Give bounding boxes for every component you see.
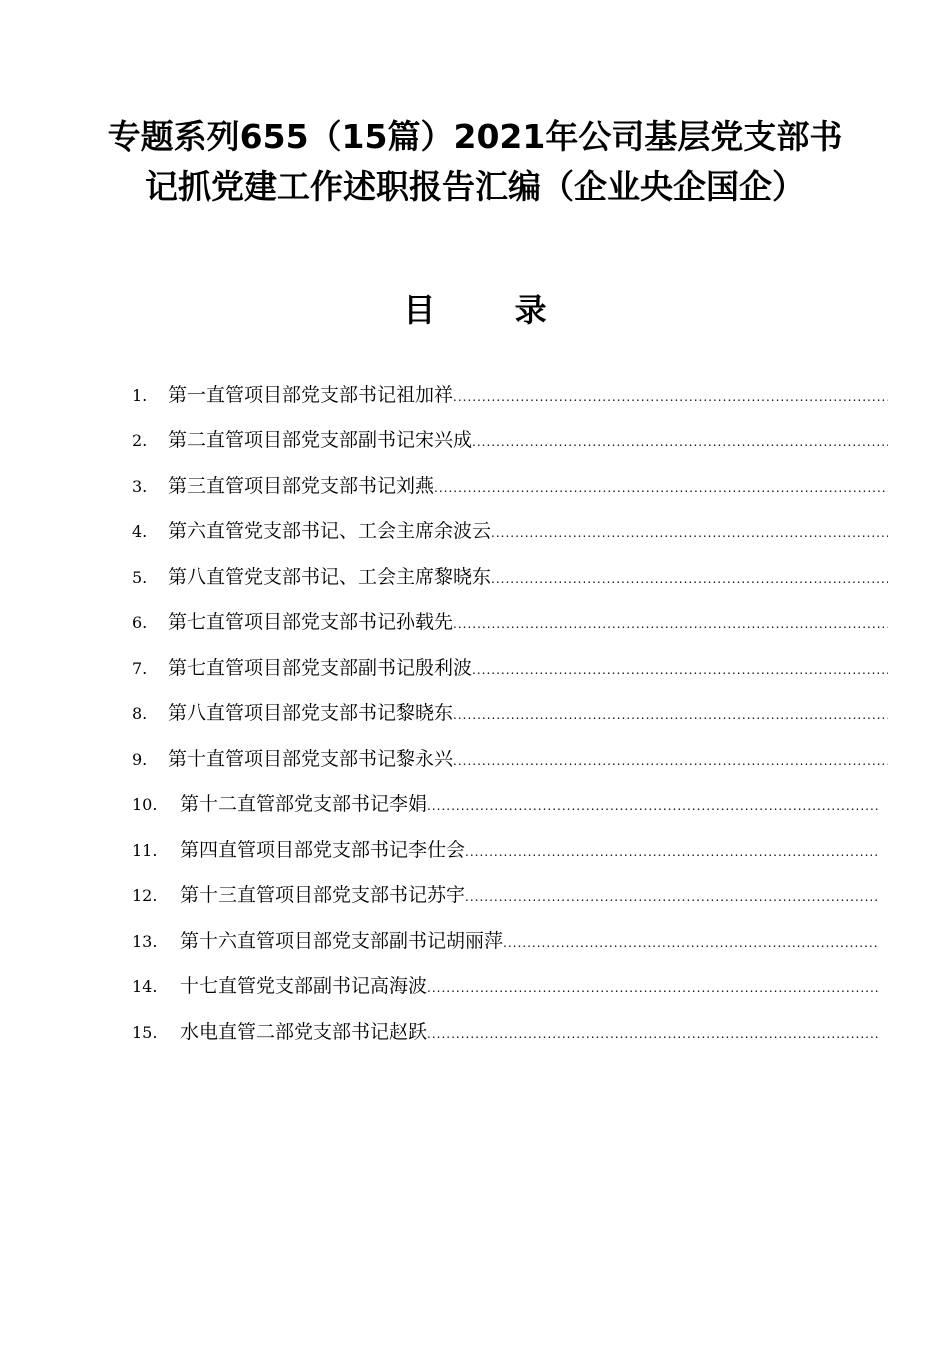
toc-item-text: 十七直管党支部副书记高海波 xyxy=(180,975,428,997)
toc-item[interactable] xyxy=(132,1017,878,1047)
toc-item[interactable] xyxy=(132,425,888,455)
toc-item[interactable] xyxy=(132,471,888,501)
toc-item-text: 第十六直管项目部党支部副书记胡丽萍 xyxy=(180,930,504,952)
toc-item-number: 7. xyxy=(132,659,148,678)
toc-leader-dots xyxy=(453,609,888,639)
toc-item-number: 14. xyxy=(132,977,158,996)
toc-leader-dots xyxy=(427,973,878,1003)
toc-item-text: 第十二直管部党支部书记李娟 xyxy=(180,793,428,815)
toc-item-text: 第四直管项目部党支部书记李仕会 xyxy=(180,839,466,861)
toc-item-number: 11. xyxy=(132,841,158,860)
toc-item-text: 第七直管项目部党支部书记孙载先 xyxy=(168,611,454,633)
toc-leader-dots xyxy=(472,655,888,685)
toc-leader-dots xyxy=(465,882,878,912)
toc-item-number: 4. xyxy=(132,522,148,541)
toc-item-number: 13. xyxy=(132,932,158,951)
toc-item[interactable] xyxy=(132,971,878,1001)
toc-item-number: 1. xyxy=(132,386,148,405)
toc-item-number: 3. xyxy=(132,477,148,496)
toc-item[interactable] xyxy=(132,880,878,910)
toc-leader-dots xyxy=(453,382,888,412)
toc-item[interactable] xyxy=(132,380,888,410)
toc-leader-dots xyxy=(465,837,878,867)
toc-item-text: 第三直管项目部党支部书记刘燕 xyxy=(168,475,435,497)
toc-item[interactable] xyxy=(132,516,888,546)
toc-item-text: 第八直管项目部党支部书记黎晓东 xyxy=(168,702,454,724)
toc-leader-dots xyxy=(472,427,888,457)
toc-leader-dots xyxy=(427,1019,878,1049)
toc-item-number: 10. xyxy=(132,795,158,814)
toc-item-number: 8. xyxy=(132,704,148,723)
toc-item-text: 第一直管项目部党支部书记祖加祥 xyxy=(168,384,454,406)
toc-item-text: 第十三直管项目部党支部书记苏宇 xyxy=(180,884,466,906)
toc-item-number: 2. xyxy=(132,431,148,450)
toc-item-text: 第七直管项目部党支部副书记殷利波 xyxy=(168,657,473,679)
toc-item[interactable] xyxy=(132,744,888,774)
toc-item-number: 6. xyxy=(132,613,148,632)
toc-item[interactable] xyxy=(132,926,878,956)
toc-item-number: 15. xyxy=(132,1023,158,1042)
toc-heading: 目 录 xyxy=(403,291,581,329)
toc-item-text: 第六直管党支部书记、工会主席余波云 xyxy=(168,520,492,542)
toc-leader-dots xyxy=(491,518,888,548)
toc-leader-dots xyxy=(503,928,878,958)
toc-item-number: 5. xyxy=(132,568,148,587)
toc-item[interactable] xyxy=(132,835,878,865)
toc-leader-dots xyxy=(427,791,878,821)
toc-leader-dots xyxy=(434,473,888,503)
toc-item-text: 水电直管二部党支部书记赵跃 xyxy=(180,1021,428,1043)
toc-item-text: 第二直管项目部党支部副书记宋兴成 xyxy=(168,429,473,451)
toc-leader-dots xyxy=(453,700,888,730)
toc-item[interactable] xyxy=(132,562,888,592)
toc-item[interactable] xyxy=(132,698,888,728)
toc-item-number: 9. xyxy=(132,750,148,769)
toc-leader-dots xyxy=(491,564,888,594)
toc-item-text: 第八直管党支部书记、工会主席黎晓东 xyxy=(168,566,492,588)
toc-item[interactable] xyxy=(132,653,888,683)
toc-item[interactable] xyxy=(132,789,878,819)
toc-item[interactable] xyxy=(132,607,888,637)
document-title: 专题系列655（15篇）2021年公司基层党支部书记抓党建工作述职报告汇编（企业央企国企） xyxy=(107,117,843,206)
toc-item-text: 第十直管项目部党支部书记黎永兴 xyxy=(168,748,454,770)
toc-item-number: 12. xyxy=(132,886,158,905)
toc-leader-dots xyxy=(453,746,888,776)
